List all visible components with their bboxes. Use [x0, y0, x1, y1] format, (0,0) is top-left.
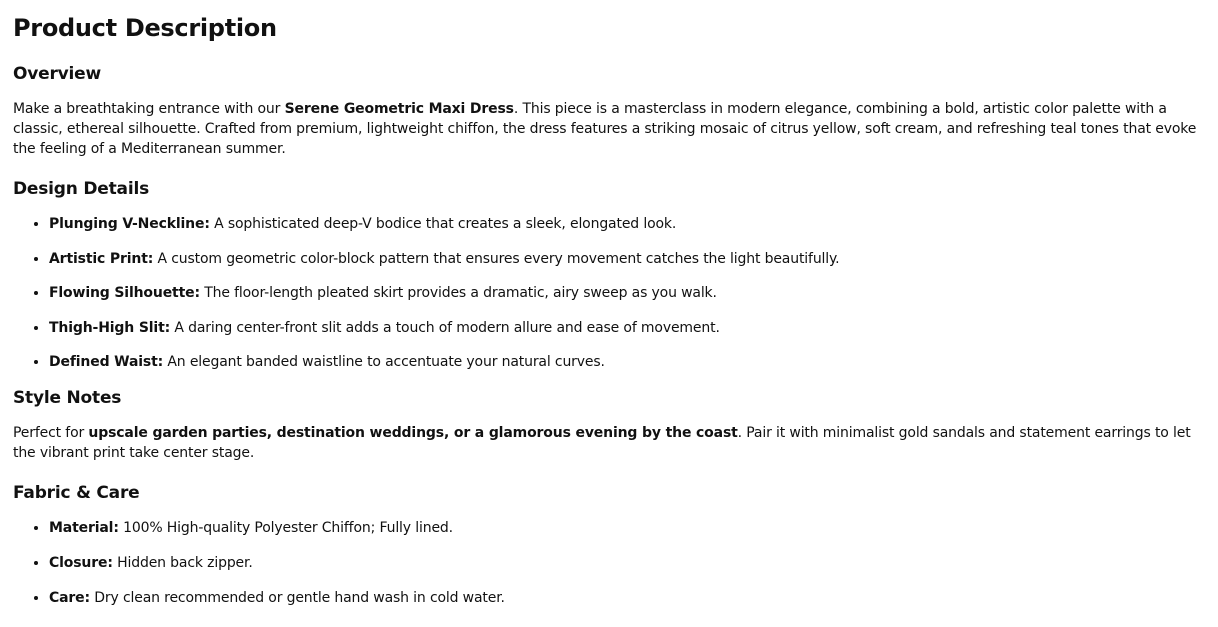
overview-heading: Overview: [13, 64, 101, 84]
list-item-label: Material:: [49, 520, 119, 537]
list-item-label: Artistic Print:: [49, 250, 154, 267]
overview-text-after: . This piece is a masterclass in modern elegance, combining a bold, artistic color palette with a classic, ethereal silhouette. Crafted from premium, lightweight chiffon, the dress features a striking mosaic of citrus yellow, soft cream, and refreshing teal tones that evoke the feeling of a Mediterranean summer.: [13, 101, 1197, 157]
list-item-label: Plunging V-Neckline:: [49, 216, 210, 232]
design-details-list: [13, 214, 1205, 372]
style-notes-text-before: Perfect for: [13, 425, 89, 442]
style-notes-heading: Style Notes: [13, 388, 122, 409]
list-item-text: Dry clean recommended or gentle hand wash in cold water.: [89, 589, 505, 606]
style-notes-emphasis: upscale garden parties, destination weddings, or a glamorous evening by the coast: [88, 425, 738, 442]
product-name: Serene Geometric Maxi Dress: [284, 101, 514, 117]
list-item-label: Closure:: [49, 554, 113, 571]
overview-paragraph: [13, 99, 1205, 159]
fabric-care-section: [13, 482, 1205, 607]
list-item: [49, 318, 1205, 338]
list-item-text: 100% High-quality Polyester Chiffon; Fully lined.: [118, 520, 453, 537]
list-item-text: A custom geometric color-block pattern that ensures every movement catches the light beautifully.: [153, 250, 840, 267]
list-item-text: An elegant banded waistline to accentuate your natural curves.: [163, 354, 605, 371]
list-item-label: Flowing Silhouette:: [49, 285, 200, 302]
style-notes-text-after: . Pair it with minimalist gold sandals and statement earrings to let the vibrant print take center stage.: [13, 425, 1191, 462]
list-item-label: Care:: [49, 589, 90, 606]
list-item: [49, 588, 1205, 608]
overview-section: [13, 63, 1205, 159]
list-item-text: The floor-length pleated skirt provides a dramatic, airy sweep as you walk.: [199, 285, 717, 302]
list-item: [49, 518, 1205, 538]
list-item-label: Thigh-High Slit:: [49, 319, 171, 336]
overview-text-before: Make a breathtaking entrance with our: [13, 101, 285, 117]
list-item: [49, 283, 1205, 303]
list-item: [49, 553, 1205, 573]
list-item: [49, 352, 1205, 372]
style-notes-paragraph: [13, 423, 1205, 463]
list-item-text: A sophisticated deep-V bodice that creates a sleek, elongated look.: [209, 216, 677, 232]
list-item-text: A daring center-front slit adds a touch of modern allure and ease of movement.: [170, 319, 720, 336]
page-title: Product Description: [13, 14, 277, 42]
list-item-text: Hidden back zipper.: [112, 554, 253, 571]
list-item: [49, 214, 1205, 234]
fabric-care-list: [13, 518, 1205, 607]
design-details-section: [13, 178, 1205, 372]
fabric-care-heading: Fabric & Care: [13, 483, 140, 504]
design-details-heading: Design Details: [13, 179, 149, 199]
list-item: [49, 249, 1205, 269]
list-item-label: Defined Waist:: [49, 354, 164, 371]
style-notes-section: [13, 387, 1205, 463]
